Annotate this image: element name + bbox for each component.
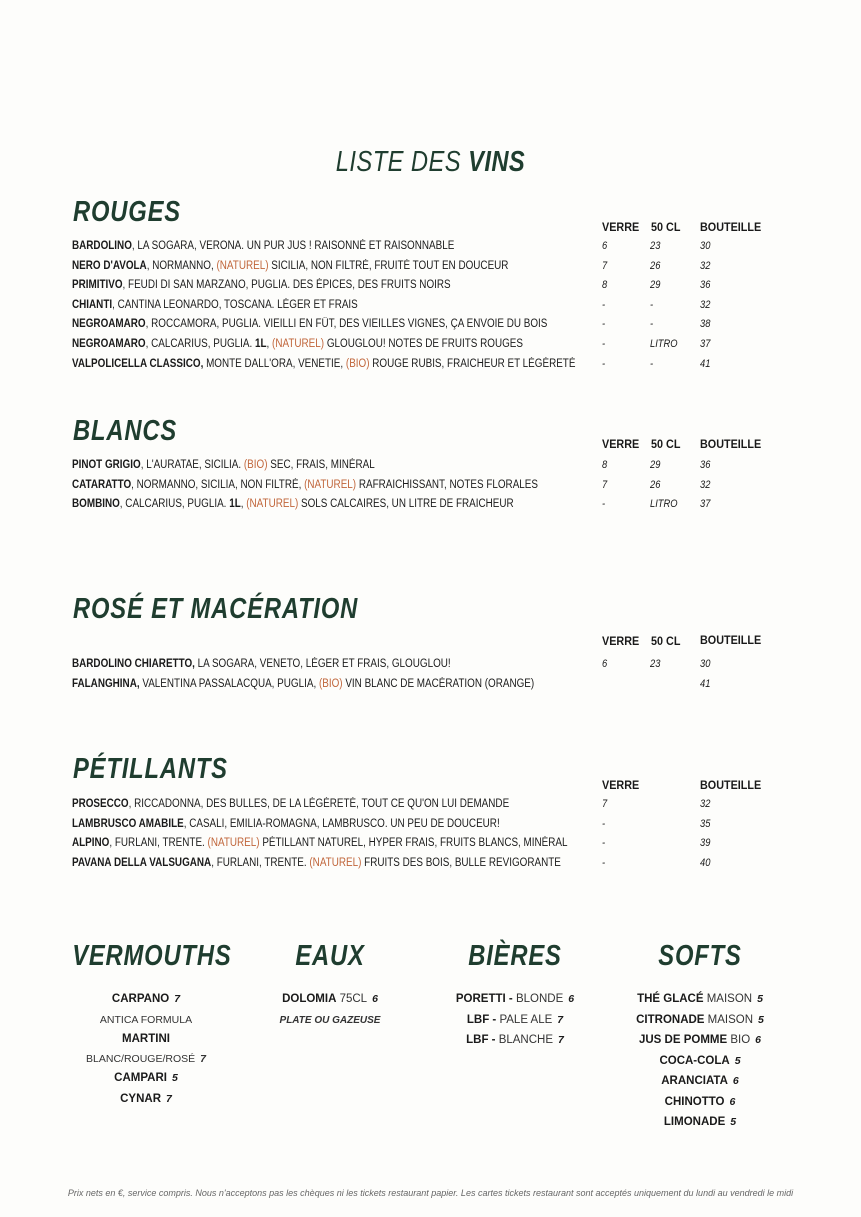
wine-description [72, 658, 451, 670]
price-bouteille: 37 [700, 498, 711, 511]
price-bouteille: 35 [700, 817, 711, 830]
drink-name: CHINOTTO [664, 1095, 725, 1108]
page-title [77, 146, 783, 179]
col-header-verre: VERRE [602, 437, 640, 451]
price-bouteille: 41 [700, 677, 711, 690]
drink-name: PORETTI - [455, 993, 513, 1005]
price-50cl: - [650, 298, 654, 311]
drink-price: 7 [174, 993, 181, 1005]
price-bouteille: 32 [700, 259, 711, 272]
wine-description [72, 837, 568, 849]
section-title-petillants: PÉTILLANTS [73, 753, 228, 785]
price-verre: 8 [602, 279, 608, 292]
drink-price: 6 [755, 1034, 762, 1046]
drink-item [56, 1091, 236, 1112]
wine-details: LA SOGARA, VENETO, LÉGER ET FRAIS, GLOUGLOU! [194, 658, 451, 670]
wine-notes: SICILIA, NON FILTRÉ, FRUITÉ TOUT EN DOUCEUR [268, 259, 509, 272]
col-header-bouteille: BOUTEILLE [700, 633, 762, 647]
price-verre: 6 [602, 240, 608, 252]
wine-name: LAMBRUSCO AMABILE [72, 817, 184, 830]
price-bouteille: 32 [700, 798, 711, 810]
drink-detail: BLONDE [512, 993, 564, 1005]
drink-detail: BLANCHE [495, 1034, 554, 1046]
price-bouteille: 41 [700, 357, 711, 370]
drink-item [425, 1032, 605, 1053]
col-header-verre: VERRE [602, 634, 640, 648]
wine-name: PROSECCO [72, 798, 129, 810]
price-bouteille: 40 [700, 856, 711, 869]
drink-detail: 75CL [336, 993, 368, 1005]
drink-price: 7 [200, 1053, 206, 1065]
wine-row [72, 279, 772, 297]
wine-row [72, 358, 772, 376]
wine-tag: (NATUREL) [309, 856, 362, 869]
page-title-light: LISTE DES [335, 146, 469, 178]
wine-tag: (NATUREL) [304, 478, 357, 491]
drink-subtitle: BLANC/ROUGE/ROSÉ [86, 1053, 196, 1065]
drink-price: 7 [166, 1092, 172, 1105]
wine-name: NEGROAMARO [72, 338, 146, 350]
wine-row [72, 318, 772, 336]
drink-price: 5 [758, 1013, 764, 1026]
price-50cl: - [650, 357, 654, 370]
wine-description [72, 479, 538, 491]
drink-price: 6 [568, 993, 575, 1005]
price-50cl: 26 [650, 478, 661, 491]
drink-item [56, 1070, 236, 1091]
wine-tag: (BIO) [318, 677, 343, 690]
wine-details: VALENTINA PASSALACQUA, PUGLIA, [139, 677, 319, 690]
col-header-verre: VERRE [602, 778, 640, 792]
section-title-softs: SOFTS [658, 940, 742, 972]
wine-name: VALPOLICELLA CLASSICO, [72, 357, 204, 370]
wine-name: BOMBINO [72, 498, 120, 511]
wine-notes: PÉTILLANT NATUREL, HYPER FRAIS, FRUITS BLANCS, MINÉRAL [259, 837, 568, 850]
wine-name: CHIANTI [72, 298, 113, 311]
drink-name: LBF - [466, 1013, 497, 1026]
wine-tag: (NATUREL) [216, 259, 269, 272]
wine-row [72, 338, 772, 356]
wine-row [72, 240, 772, 258]
col-header-50cl: 50 CL [651, 634, 681, 648]
wine-description [72, 260, 508, 272]
drink-name: CARPANO [111, 993, 170, 1005]
section-title-vermouths: VERMOUTHS [72, 940, 232, 972]
col-header-bouteille: BOUTEILLE [700, 437, 762, 451]
drink-price: 5 [730, 1116, 737, 1128]
wine-details: , FEUDI DI SAN MARZANO, PUGLIA. DES ÉPICES, DES FRUITS NOIRS [122, 279, 451, 292]
drink-price: 6 [729, 1095, 736, 1108]
wine-details: , LA SOGARA, VERONA. UN PUR JUS ! RAISONNÉ ET RAISONNABLE [131, 240, 455, 252]
drink-detail: BIO [727, 1034, 751, 1046]
wine-tag: (NATUREL) [207, 837, 260, 850]
wine-row [72, 798, 772, 816]
section-title-rose: ROSÉ ET MACÉRATION [73, 593, 359, 625]
price-bouteille: 36 [700, 459, 711, 471]
drink-item [425, 991, 605, 1012]
drink-name: COCA-COLA [659, 1054, 730, 1067]
drink-name: LIMONADE [663, 1116, 726, 1128]
softs-list [610, 991, 790, 1135]
wine-details: , NORMANNO, SICILIA, NON FILTRÉ, [131, 478, 305, 491]
wine-description [72, 459, 375, 471]
price-50cl: LITRO [650, 338, 678, 350]
price-bouteille: 36 [700, 279, 711, 292]
col-header-verre: VERRE [602, 220, 640, 234]
drink-price: 6 [372, 993, 378, 1005]
drink-item [425, 1012, 605, 1033]
col-header-50cl: 50 CL [651, 437, 681, 451]
price-50cl: 23 [650, 240, 661, 252]
drink-detail: MAISON [703, 993, 753, 1005]
wine-notes: RAFRAICHISSANT, NOTES FLORALES [356, 478, 538, 491]
vermouths-list [56, 991, 236, 1111]
drink-item [610, 991, 790, 1012]
price-bouteille: 37 [700, 338, 711, 350]
wine-description [72, 279, 451, 291]
wine-description [72, 299, 358, 311]
wine-description [72, 318, 547, 330]
wine-notes: FRUITS DES BOIS, BULLE REVIGORANTE [361, 856, 561, 869]
wine-tag: (BIO) [345, 357, 370, 370]
drink-price: 7 [558, 1034, 564, 1046]
wine-description [72, 798, 509, 810]
drink-item [56, 991, 236, 1012]
price-50cl: - [650, 318, 654, 331]
wine-details: , FURLANI, TRENTE. [211, 856, 310, 869]
wine-name: BARDOLINO [72, 240, 132, 252]
wine-row [72, 857, 772, 875]
wine-name: NERO D'AVOLA [72, 259, 147, 272]
col-header-bouteille: BOUTEILLE [700, 778, 762, 792]
drink-price: 5 [171, 1072, 178, 1084]
wine-description [72, 818, 500, 830]
drink-name: CITRONADE [636, 1013, 705, 1026]
drink-detail: MAISON [704, 1013, 754, 1026]
col-header-50cl: 50 CL [651, 220, 681, 234]
drink-item [56, 1012, 236, 1031]
drink-price: 5 [734, 1054, 741, 1067]
price-verre: - [602, 298, 606, 311]
price-50cl: 29 [650, 279, 661, 292]
wine-row [72, 658, 772, 676]
footer-note: Prix nets en €, service compris. Nous n'acceptons pas les chèques ni les tickets restaurant papier. Les cartes tickets restaurant sont acceptés uniquement du lundi au vendredi le midi [67, 1188, 794, 1198]
price-verre: - [602, 837, 606, 850]
wine-name: NEGROAMARO [72, 318, 146, 331]
price-bouteille: 30 [700, 658, 711, 670]
drink-name: THÉ GLACÉ [637, 993, 704, 1005]
price-50cl: 26 [650, 259, 661, 272]
wine-details: , CANTINA LEONARDO, TOSCANA. LÉGER ET FRAIS [112, 298, 358, 311]
price-50cl: 29 [650, 459, 661, 471]
price-verre: - [602, 817, 606, 830]
price-verre: - [602, 318, 606, 331]
wine-tag: (NATUREL) [246, 498, 299, 511]
wine-name: PRIMITIVO [72, 279, 123, 292]
price-verre: 7 [602, 259, 608, 272]
drink-name: CYNAR [120, 1092, 162, 1105]
wine-notes: GLOUGLOU! NOTES DE FRUITS ROUGES [324, 338, 524, 350]
drink-subtitle: PLATE OU GAZEUSE [279, 1014, 381, 1026]
wine-details: MONTE DALL'ORA, VENETIE, [203, 357, 346, 370]
page-title-bold: VINS [468, 146, 526, 178]
section-title-blancs: BLANCS [73, 415, 178, 447]
wine-name: PAVANA DELLA VALSUGANA [72, 856, 212, 869]
drink-name: MARTINI [122, 1032, 170, 1045]
drink-item [610, 1073, 790, 1094]
drink-item [240, 1012, 420, 1031]
drink-name: ARANCIATA [661, 1075, 728, 1087]
drink-item [610, 1012, 790, 1033]
drink-item [610, 1032, 790, 1053]
drink-name: CAMPARI [114, 1072, 167, 1084]
wine-details: , RICCADONNA, DES BULLES, DE LA LÉGÈRETÉ, TOUT CE QU'ON LUI DEMANDE [128, 798, 510, 810]
wine-notes: SOLS CALCAIRES, UN LITRE DE FRAICHEUR [298, 498, 514, 511]
price-verre: 8 [602, 459, 608, 471]
wine-description [72, 358, 575, 370]
wine-row [72, 818, 772, 836]
drink-name: LBF - [466, 1034, 496, 1046]
wine-details: , CALCARIUS, PUGLIA. [119, 498, 230, 511]
wine-description [72, 240, 454, 252]
eaux-list [240, 991, 420, 1031]
drink-item [610, 1114, 790, 1135]
wine-row [72, 260, 772, 278]
wine-name: ALPINO [72, 837, 110, 850]
drink-name: JUS DE POMME [638, 1034, 728, 1046]
price-bouteille: 32 [700, 478, 711, 491]
wine-name: BARDOLINO CHIARETTO, [72, 658, 195, 670]
wine-volume: 1L [229, 498, 241, 511]
wine-details: , CASALI, EMILIA-ROMAGNA, LAMBRUSCO. UN PEU DE DOUCEUR! [183, 817, 500, 830]
price-verre: - [602, 357, 606, 370]
price-bouteille: 38 [700, 318, 711, 331]
price-verre: 7 [602, 798, 608, 810]
wine-row [72, 459, 772, 477]
wine-details: , CALCARIUS, PUGLIA. [145, 338, 256, 350]
wine-row [72, 678, 772, 696]
drink-item [610, 1053, 790, 1074]
price-verre: 6 [602, 658, 608, 670]
wine-volume: 1L [255, 338, 267, 350]
price-bouteille: 39 [700, 837, 711, 850]
drink-price: 6 [732, 1075, 739, 1087]
wine-details: , ROCCAMORA, PUGLIA. VIEILLI EN FÛT, DES VIEILLES VIGNES, ÇA ENVOIE DU BOIS [145, 318, 548, 331]
section-title-eaux: EAUX [295, 940, 365, 972]
drink-detail: PALE ALE [496, 1013, 553, 1026]
bieres-list [425, 991, 605, 1053]
wine-row [72, 479, 772, 497]
wine-details: , FURLANI, TRENTE. [109, 837, 208, 850]
price-verre: - [602, 856, 606, 869]
wine-name: CATARATTO [72, 478, 132, 491]
wine-row [72, 299, 772, 317]
wine-details: , [266, 338, 273, 350]
wine-details: , L'AURATAE, SICILIA. [140, 459, 244, 471]
wine-notes: SEC, FRAIS, MINÉRAL [267, 459, 375, 471]
drink-item [240, 991, 420, 1012]
wine-notes: VIN BLANC DE MACÉRATION (ORANGE) [342, 677, 535, 690]
col-header-bouteille: BOUTEILLE [700, 220, 762, 234]
wine-row [72, 498, 772, 516]
price-50cl: 23 [650, 658, 661, 670]
wine-notes: ROUGE RUBIS, FRAICHEUR ET LÉGÈRETÉ [369, 357, 576, 370]
drink-item [610, 1094, 790, 1115]
price-verre: - [602, 338, 606, 350]
price-bouteille: 32 [700, 298, 711, 311]
wine-name: PINOT GRIGIO [72, 459, 141, 471]
wine-tag: (NATUREL) [272, 338, 325, 350]
wine-tag: (BIO) [243, 459, 268, 471]
wine-row [72, 837, 772, 855]
price-bouteille: 30 [700, 240, 711, 252]
wine-details: , [240, 498, 247, 511]
price-50cl: LITRO [650, 498, 678, 511]
section-title-bieres: BIÈRES [468, 940, 562, 972]
drink-name: DOLOMIA [282, 993, 337, 1005]
wine-description [72, 338, 523, 350]
wine-details: , NORMANNO, [146, 259, 217, 272]
drink-subtitle: ANTICA FORMULA [99, 1013, 193, 1026]
wine-name: FALANGHINA, [72, 677, 140, 690]
section-title-rouges: ROUGES [73, 196, 181, 228]
price-verre: - [602, 498, 606, 511]
drink-item [56, 1051, 236, 1070]
price-verre: 7 [602, 478, 608, 491]
drink-price: 7 [557, 1013, 564, 1026]
wine-description [72, 498, 514, 510]
drink-item [56, 1031, 236, 1052]
drink-price: 5 [757, 993, 763, 1005]
wine-description [72, 678, 534, 690]
wine-description [72, 857, 561, 869]
